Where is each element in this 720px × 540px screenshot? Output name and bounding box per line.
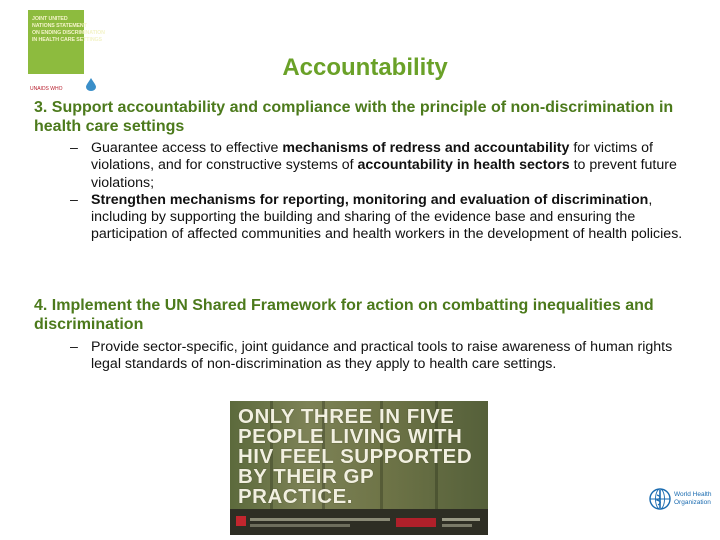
bullet-item — [70, 339, 688, 374]
bullet-text: to prevent future violations; — [91, 157, 677, 191]
bullet-text: for victims of violations, and for constructive systems of — [91, 140, 653, 174]
bullet-dash: – — [70, 140, 78, 156]
poster-headline: ONLY THREE IN FIVE PEOPLE LIVING WITH HIV FEEL SUPPORTED BY THEIR GP PRACTICE. — [238, 405, 473, 508]
partner-logos — [30, 82, 100, 94]
section-3-bullets — [70, 140, 688, 244]
droplet-icon — [86, 78, 96, 91]
poster-footer — [230, 509, 488, 535]
logo-line: ON ENDING DISCRIMINATION — [32, 30, 105, 36]
bullet-emphasis: accountability in health sectors — [357, 157, 570, 174]
bullet-item — [70, 192, 688, 244]
who-name-line: Organization — [674, 498, 711, 506]
section-3-heading: 3. Support accountability and compliance with the principle of non-discrimination in health care settings — [34, 99, 674, 135]
logo-line: JOINT UNITED — [32, 16, 68, 22]
bullet-dash: – — [70, 339, 78, 355]
statement-logo — [28, 10, 105, 74]
bullet-text: , including by supporting the building and sharing of the evidence base and ensuring the participation of affected communities and health workers in the development of health policies. — [91, 191, 683, 243]
unaids-label: UNAIDS WHO — [30, 86, 63, 92]
section-4-bullets — [70, 339, 688, 374]
bullet-emphasis: mechanisms of redress and accountability — [282, 140, 570, 156]
who-logo — [648, 487, 718, 517]
bullet-text: Guarantee access to effective — [91, 140, 283, 156]
slide-title: Accountability — [282, 54, 448, 81]
logo-line: NATIONS STATEMENT — [32, 23, 87, 29]
bullet-text: Provide sector-specific, joint guidance and practical tools to raise awareness of human rights legal standards of non-discrimination as they apply to health care settings. — [91, 339, 673, 373]
bullet-emphasis: Strengthen mechanisms for reporting, monitoring and evaluation of discrimination — [91, 191, 649, 208]
who-emblem-icon — [648, 487, 672, 511]
who-name — [674, 491, 711, 506]
bullet-item — [70, 140, 688, 192]
campaign-poster — [230, 401, 488, 535]
section-4-heading: 4. Implement the UN Shared Framework for action on combatting inequalities and discrimination — [34, 297, 654, 333]
who-name-line: World Health — [674, 491, 712, 498]
bullet-dash: – — [70, 191, 78, 208]
logo-line: IN HEALTH CARE SETTINGS — [32, 37, 102, 43]
